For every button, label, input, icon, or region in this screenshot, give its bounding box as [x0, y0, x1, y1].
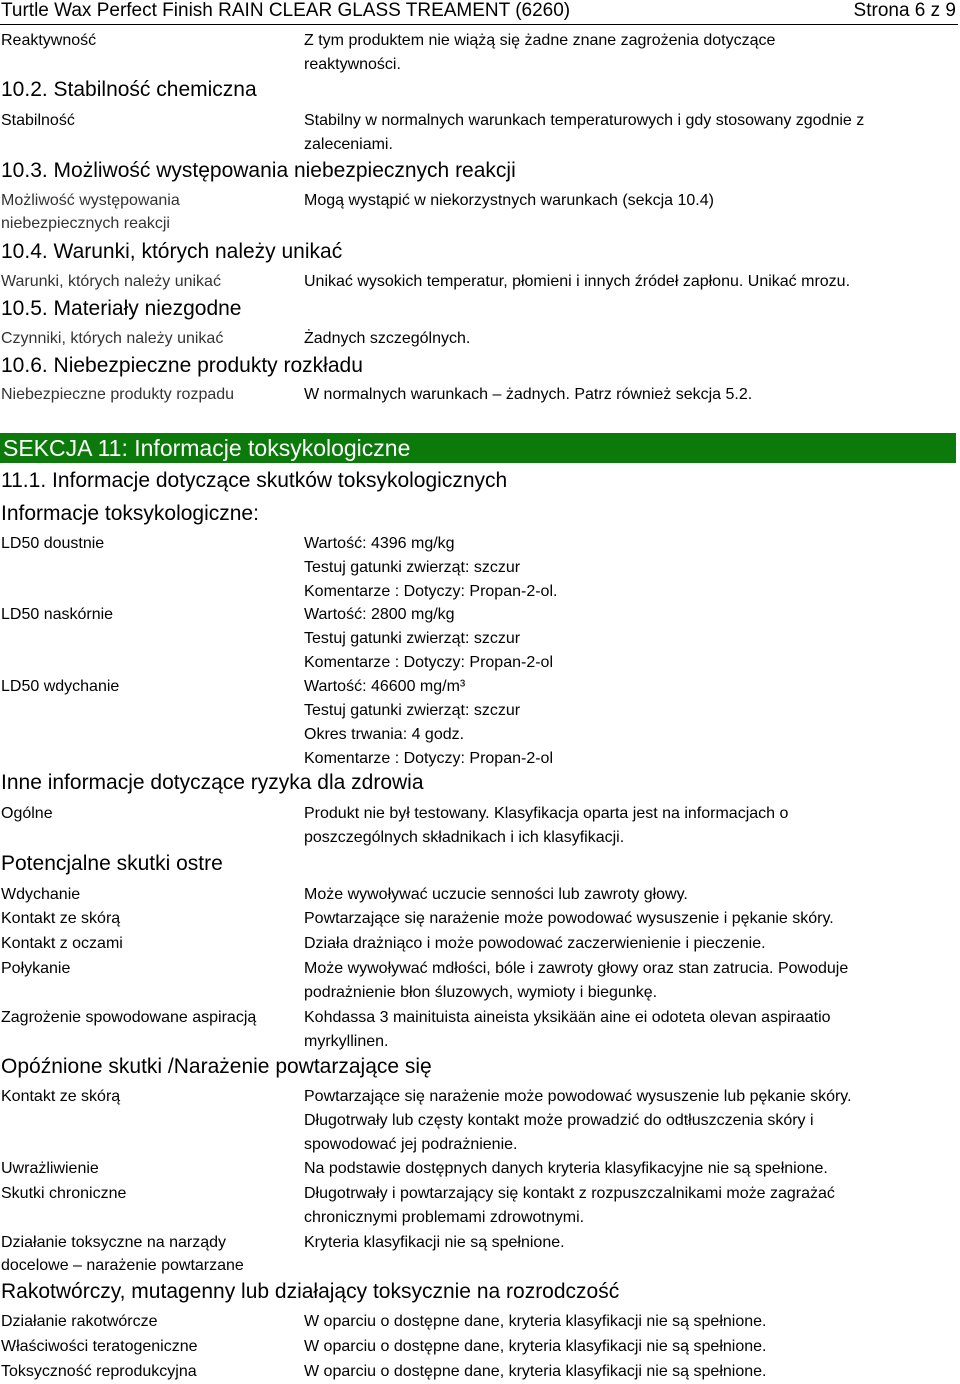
- delayed-effects-heading: Opóźnione skutki /Narażenie powtarzające się: [1, 1055, 432, 1078]
- tox-info-heading: Informacje toksykologiczne:: [1, 502, 259, 525]
- page-number: Strona 6 z 9: [853, 0, 956, 21]
- ld50-oral-value: Wartość: 4396 mg/kg Testuj gatunki zwierząt: szczur Komentarze : Dotyczy: Propan-2-ol.: [304, 535, 558, 600]
- conditions-avoid-value: Unikać wysokich temperatur, płomieni i innych źródeł zapłonu. Unikać mrozu.: [304, 273, 851, 290]
- sensitisation-value: Na podstawie dostępnych danych kryteria klasyfikacyjne nie są spełnione.: [304, 1160, 828, 1177]
- eye-contact-value: Działa drażniąco i może powodować zaczerwienienie i pieczenie.: [304, 935, 766, 952]
- conditions-avoid-label: Warunki, których należy unikać: [1, 273, 221, 290]
- incompatible-value: Żadnych szczególnych.: [304, 330, 471, 347]
- reactivity-value: Z tym produktem nie wiążą się żadne znane zagrożenia dotyczące reaktywności.: [304, 32, 776, 73]
- acute-effects-heading: Potencjalne skutki ostre: [1, 852, 223, 875]
- header-rule: [0, 24, 958, 25]
- ld50-oral-label: LD50 doustnie: [1, 535, 105, 552]
- ld50-dermal-value: Wartość: 2800 mg/kg Testuj gatunki zwierząt: szczur Komentarze : Dotyczy: Propan-2-ol: [304, 606, 553, 671]
- heading-11-1: 11.1. Informacje dotyczące skutków toksykologicznych: [1, 469, 508, 492]
- chronic-effects-value: Długotrwały i powtarzający się kontakt z rozpuszczalnikami może zagrażać chronicznymi problemami zdrowotnymi.: [304, 1185, 835, 1226]
- heading-10-2: 10.2. Stabilność chemiczna: [1, 78, 257, 101]
- aspiration-value: Kohdassa 3 mainituista aineista yksikään aine ei odoteta olevan aspiraatio myrkyllinen.: [304, 1009, 831, 1050]
- stability-value: Stabilny w normalnych warunkach temperaturowych i gdy stosowany zgodnie z zaleceniami.: [304, 112, 865, 153]
- heading-10-4: 10.4. Warunki, których należy unikać: [1, 240, 343, 263]
- hazardous-reactions-label: Możliwość występowania niebezpiecznych reakcji: [1, 192, 180, 232]
- heading-10-5: 10.5. Materiały niezgodne: [1, 297, 242, 320]
- sensitisation-label: Uwrażliwienie: [1, 1160, 99, 1177]
- section-11-title: SEKCJA 11: Informacje toksykologiczne: [3, 435, 411, 461]
- teratogenicity-value: W oparciu o dostępne dane, kryteria klasyfikacji nie są spełnione.: [304, 1338, 767, 1355]
- other-health-heading: Inne informacje dotyczące ryzyka dla zdrowia: [1, 771, 424, 794]
- stot-re-label: Działanie toksyczne na narządy docelowe – narażenie powtarzane: [1, 1234, 244, 1274]
- teratogenicity-label: Właściwości teratogeniczne: [1, 1338, 198, 1355]
- heading-10-6: 10.6. Niebezpieczne produkty rozkładu: [1, 354, 363, 377]
- stability-label: Stabilność: [1, 112, 75, 129]
- eye-contact-label: Kontakt z oczami: [1, 935, 123, 952]
- decomposition-label: Niebezpieczne produkty rozpadu: [1, 386, 235, 403]
- aspiration-label: Zagrożenie spowodowane aspiracją: [1, 1009, 257, 1026]
- cmr-heading: Rakotwórczy, mutagenny lub działający toksycznie na rozrodczość: [1, 1280, 620, 1303]
- ingestion-value: Może wywoływać mdłości, bóle i zawroty głowy oraz stan zatrucia. Powoduje podrażnienie błon śluzowych, wymioty i biegunkę.: [304, 960, 849, 1001]
- ld50-inhalation-value: Wartość: 46600 mg/m³ Testuj gatunki zwierząt: szczur Okres trwania: 4 godz. Komentarze : Dotyczy: Propan-2-ol: [304, 678, 553, 767]
- skin-contact-value: Powtarzające się narażenie może powodować wysuszenie i pękanie skóry.: [304, 910, 834, 927]
- delayed-skin-label: Kontakt ze skórą: [1, 1088, 121, 1105]
- ld50-dermal-label: LD50 naskórnie: [1, 606, 114, 623]
- incompatible-label: Czynniki, których należy unikać: [1, 330, 224, 347]
- decomposition-value: W normalnych warunkach – żadnych. Patrz również sekcja 5.2.: [304, 386, 753, 403]
- general-label: Ogólne: [1, 805, 53, 822]
- carcinogenicity-label: Działanie rakotwórcze: [1, 1313, 158, 1330]
- chronic-effects-label: Skutki chroniczne: [1, 1185, 127, 1202]
- inhalation-label: Wdychanie: [1, 886, 81, 903]
- delayed-skin-value: Powtarzające się narażenie może powodować wysuszenie lub pękanie skóry. Długotrwały lub częsty kontakt może prowadzić do odtłuszczenia skóry i spowodować jej podrażnienie.: [304, 1088, 852, 1153]
- reproductive-toxicity-value: W oparciu o dostępne dane, kryteria klasyfikacji nie są spełnione.: [304, 1363, 767, 1380]
- stot-re-value: Kryteria klasyfikacji nie są spełnione.: [304, 1234, 565, 1251]
- reactivity-label: Reaktywność: [1, 32, 97, 49]
- document-title: Turtle Wax Perfect Finish RAIN CLEAR GLASS TREAMENT (6260): [1, 0, 571, 21]
- inhalation-value: Może wywoływać uczucie senności lub zawroty głowy.: [304, 886, 688, 903]
- skin-contact-label: Kontakt ze skórą: [1, 910, 121, 927]
- reproductive-toxicity-label: Toksyczność reprodukcyjna: [1, 1363, 197, 1380]
- hazardous-reactions-value: Mogą wystąpić w niekorzystnych warunkach (sekcja 10.4): [304, 192, 714, 209]
- carcinogenicity-value: W oparciu o dostępne dane, kryteria klasyfikacji nie są spełnione.: [304, 1313, 767, 1330]
- section-11-band: [0, 433, 956, 463]
- ld50-inhalation-label: LD50 wdychanie: [1, 678, 120, 695]
- heading-10-3: 10.3. Możliwość występowania niebezpiecznych reakcji: [1, 159, 516, 182]
- general-value: Produkt nie był testowany. Klasyfikacja oparta jest na informacjach o poszczególnych składnikach i ich klasyfikacji.: [304, 805, 789, 846]
- ingestion-label: Połykanie: [1, 960, 71, 977]
